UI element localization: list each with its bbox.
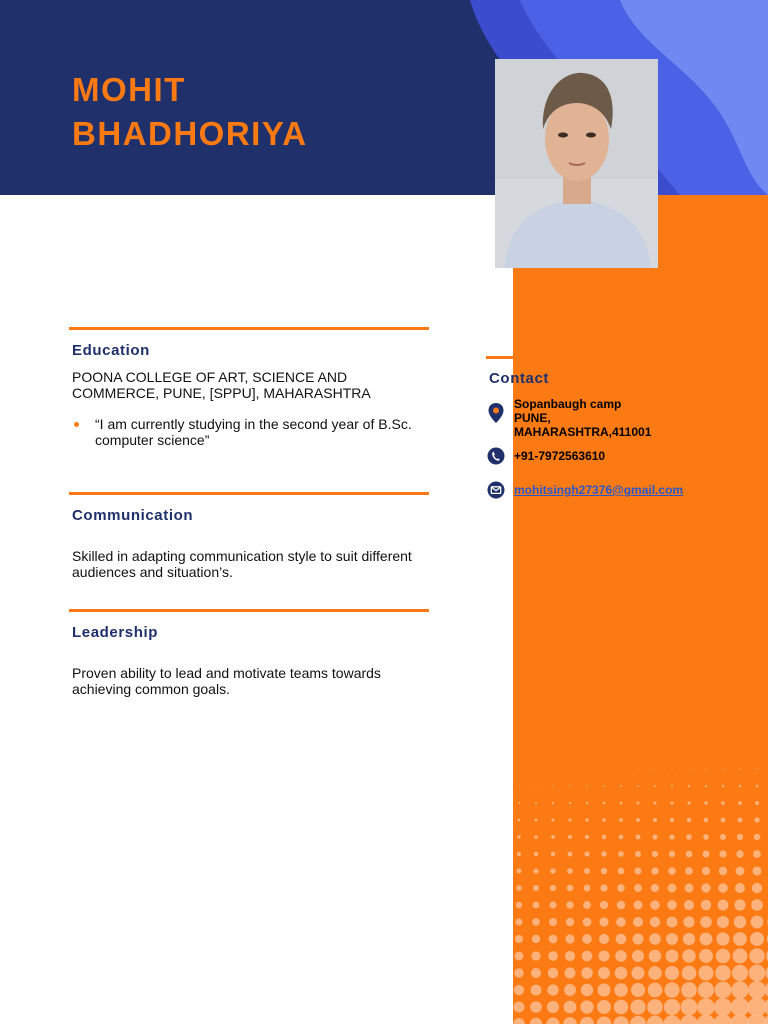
halftone-dot (547, 1001, 559, 1013)
halftone-dot (580, 1017, 594, 1024)
halftone-dot (534, 852, 538, 856)
halftone-dot (737, 834, 743, 840)
halftone-dot (632, 933, 643, 944)
halftone-dot (614, 983, 628, 997)
halftone-dot (749, 965, 766, 982)
leadership-divider (69, 609, 429, 612)
halftone-dot (532, 935, 540, 943)
halftone-dot (615, 967, 628, 980)
leadership-title: Leadership (72, 624, 159, 641)
halftone-dot (563, 1017, 577, 1024)
halftone-dot (755, 801, 759, 805)
halftone-dot (568, 818, 571, 821)
candidate-name (72, 68, 308, 156)
halftone-dot (531, 985, 542, 996)
halftone-dot (671, 785, 673, 787)
halftone-dot (747, 997, 766, 1016)
halftone-dot (584, 868, 590, 874)
halftone-dot (565, 951, 575, 961)
halftone-dot (733, 949, 748, 964)
email-icon (487, 481, 505, 499)
halftone-dot (703, 851, 710, 858)
halftone-dot (650, 917, 660, 927)
halftone-dot (597, 1000, 611, 1014)
halftone-dot (667, 900, 677, 910)
education-bullet-item (72, 416, 427, 448)
halftone-dot (535, 802, 537, 804)
halftone-dot (583, 901, 591, 909)
halftone-dot (532, 918, 540, 926)
halftone-dot (731, 998, 750, 1017)
halftone-dot (735, 883, 745, 893)
halftone-dot (682, 966, 697, 981)
halftone-dot (686, 851, 693, 858)
halftone-dot (534, 835, 538, 839)
halftone-dot (548, 968, 559, 979)
halftone-dot (613, 1016, 629, 1024)
address-line-2: PUNE, (514, 411, 551, 425)
halftone-dot (568, 835, 572, 839)
halftone-dot (736, 850, 743, 857)
halftone-dot (739, 785, 742, 788)
halftone-dot (716, 932, 729, 945)
halftone-dot (704, 818, 709, 823)
leadership-line-2: achieving common goals. (72, 681, 230, 697)
halftone-dot (632, 950, 644, 962)
halftone-dot (518, 819, 521, 822)
halftone-dot (516, 902, 522, 908)
halftone-dot (764, 997, 768, 1017)
location-pin-icon (487, 402, 505, 424)
halftone-dot (535, 819, 538, 822)
halftone-dot (598, 984, 611, 997)
halftone-dot (637, 802, 640, 805)
halftone-dot (582, 951, 593, 962)
halftone-dot (698, 982, 714, 998)
halftone-dot (599, 934, 609, 944)
halftone-dot (684, 900, 694, 910)
halftone-dot (580, 1000, 593, 1013)
halftone-dot (754, 817, 759, 822)
halftone-dot (666, 933, 678, 945)
halftone-dot (564, 967, 575, 978)
halftone-dot (666, 950, 679, 963)
halftone-dot (581, 967, 593, 979)
halftone-dot (698, 965, 713, 980)
halftone-dot (669, 834, 674, 839)
halftone-dot (598, 967, 610, 979)
halftone-dot (631, 966, 644, 979)
halftone-dot (548, 951, 558, 961)
halftone-dot (517, 852, 521, 856)
halftone-dot (513, 1018, 525, 1024)
halftone-dot (550, 868, 556, 874)
education-title: Education (72, 342, 150, 359)
halftone-dot (533, 868, 538, 873)
halftone-dot (663, 1015, 680, 1024)
halftone-dot (652, 834, 657, 839)
halftone-dot (664, 999, 680, 1015)
halftone-dot (620, 802, 623, 805)
halftone-dot (731, 981, 748, 998)
communication-section (69, 492, 429, 580)
halftone-dot (753, 850, 761, 858)
halftone-dot (582, 934, 592, 944)
halftone-dot (714, 998, 732, 1016)
halftone-dot (515, 935, 523, 943)
halftone-dot (651, 867, 658, 874)
halftone-dot (618, 868, 625, 875)
halftone-dot (531, 968, 541, 978)
halftone-dot (734, 916, 746, 928)
halftone-dot (649, 950, 662, 963)
communication-description (72, 548, 427, 580)
halftone-dot (597, 1017, 612, 1024)
halftone-dot (546, 1017, 559, 1024)
halftone-dot (614, 1000, 629, 1015)
halftone-dot (636, 818, 640, 822)
halftone-dot (750, 932, 764, 946)
halftone-dot (752, 866, 761, 875)
halftone-dot (602, 835, 606, 839)
halftone-dot (701, 883, 710, 892)
halftone-dot (586, 785, 588, 787)
halftone-dot (720, 834, 726, 840)
halftone-dot (569, 802, 571, 804)
halftone-dot (535, 785, 536, 786)
halftone-dot (635, 868, 642, 875)
halftone-dot (688, 768, 689, 769)
halftone-dot (616, 934, 627, 945)
halftone-dot (551, 852, 556, 857)
halftone-dot (517, 835, 520, 838)
leadership-section (69, 609, 429, 697)
halftone-dot (533, 885, 539, 891)
halftone-dot (515, 918, 522, 925)
halftone-dot (567, 868, 573, 874)
address-line-3: MAHARASHTRA,411001 (514, 425, 652, 439)
halftone-dot (717, 916, 729, 928)
halftone-dot (630, 999, 645, 1014)
halftone-dot (685, 884, 694, 893)
halftone-dot (585, 818, 588, 821)
halftone-dot (752, 883, 762, 893)
halftone-dot (601, 851, 606, 856)
halftone-dot (549, 918, 557, 926)
halftone-dot (514, 968, 523, 977)
halftone-dot (568, 852, 573, 857)
halftone-dot (618, 851, 624, 857)
halftone-dot (756, 768, 757, 769)
contact-title: Contact (489, 370, 550, 387)
halftone-dot (531, 951, 540, 960)
halftone-dot (736, 867, 745, 876)
halftone-dot (702, 867, 710, 875)
halftone-dot (680, 1015, 698, 1024)
halftone-dot (713, 1014, 732, 1024)
contact-email-link[interactable]: mohitsingh27376@gmail.com (514, 483, 684, 497)
halftone-dot (722, 768, 723, 769)
halftone-dot (749, 948, 764, 963)
halftone-dot (617, 901, 626, 910)
halftone-dot (634, 901, 643, 910)
profile-photo (495, 59, 658, 268)
halftone-dot (565, 934, 574, 943)
halftone-dot (648, 966, 662, 980)
halftone-dot (518, 785, 519, 786)
halftone-dot (533, 902, 540, 909)
halftone-dot (681, 982, 697, 998)
halftone-dot (683, 916, 694, 927)
halftone-dot (601, 868, 607, 874)
halftone-dot (617, 884, 625, 892)
halftone-dot (602, 818, 606, 822)
halftone-dot (564, 1001, 577, 1014)
leadership-line-1: Proven ability to lead and motivate teams towards (72, 665, 381, 681)
halftone-dot (748, 981, 766, 999)
halftone-dot (654, 785, 656, 787)
halftone-dot (566, 918, 574, 926)
halftone-dot (547, 984, 558, 995)
halftone-dot (751, 899, 763, 911)
halftone-dot (584, 885, 591, 892)
halftone-dot (583, 918, 592, 927)
halftone-dot (598, 950, 609, 961)
institution-line-2: COMMERCE, PUNE, [SPPU], MAHARASHTRA (72, 385, 371, 401)
halftone-dot (734, 899, 745, 910)
halftone-dot (647, 999, 663, 1015)
halftone-dot (665, 966, 679, 980)
education-section (69, 327, 429, 448)
halftone-dot (687, 801, 690, 804)
leadership-description (72, 665, 427, 697)
halftone-dot (530, 1001, 542, 1013)
halftone-dot (739, 768, 740, 769)
halftone-dot (718, 883, 728, 893)
halftone-dot (567, 885, 574, 892)
phone-icon (487, 447, 505, 465)
halftone-dot (584, 851, 589, 856)
halftone-dot (585, 835, 589, 839)
halftone-dot (733, 932, 747, 946)
halftone-dots-decoration (513, 195, 768, 1024)
halftone-dot (653, 801, 656, 804)
halftone-dot (705, 768, 706, 769)
halftone-dot (603, 802, 606, 805)
halftone-dot (697, 998, 714, 1015)
halftone-dot (722, 785, 724, 787)
halftone-dot (564, 984, 576, 996)
halftone-dot (668, 884, 677, 893)
communication-line-1: Skilled in adapting communication style to suit different (72, 548, 412, 564)
halftone-dot (552, 819, 555, 822)
halftone-dot (600, 884, 607, 891)
halftone-dot (699, 949, 713, 963)
education-divider (69, 327, 429, 330)
halftone-dot (756, 785, 759, 788)
halftone-dot (600, 901, 608, 909)
halftone-dot (651, 884, 659, 892)
halftone-dot (687, 818, 691, 822)
halftone-dot (615, 950, 627, 962)
halftone-dot (518, 802, 520, 804)
halftone-dot (635, 851, 641, 857)
halftone-dot (647, 1016, 664, 1024)
halftone-dot (700, 933, 713, 946)
halftone-dot (703, 834, 709, 840)
halftone-dot (681, 999, 698, 1016)
halftone-dot (719, 867, 727, 875)
name-line-2: BHADHORIYA (72, 115, 308, 152)
halftone-dot (704, 801, 707, 804)
halftone-dot (738, 801, 742, 805)
bullet-dot-icon (74, 422, 79, 427)
halftone-dot (636, 835, 641, 840)
communication-title: Communication (72, 507, 194, 524)
halftone-dot (701, 900, 711, 910)
address-line-1: Sopanbaugh camp (514, 397, 622, 411)
halftone-dot (619, 835, 624, 840)
halftone-dot (715, 965, 731, 981)
contact-sidebar (513, 195, 768, 1024)
halftone-dot (550, 885, 556, 891)
halftone-dot (686, 834, 692, 840)
communication-line-2: audiences and situation’s. (72, 564, 233, 580)
halftone-dot (569, 785, 570, 786)
halftone-dot (751, 916, 764, 929)
halftone-dot (650, 900, 659, 909)
halftone-dot (685, 867, 693, 875)
halftone-dot (670, 818, 674, 822)
halftone-dot (668, 867, 676, 875)
halftone-dot (738, 818, 743, 823)
halftone-dot (616, 917, 626, 927)
halftone-dot (516, 885, 522, 891)
halftone-dot (631, 983, 645, 997)
halftone-dot (669, 851, 675, 857)
contact-divider (486, 356, 513, 359)
halftone-dot (603, 785, 605, 787)
halftone-dot (718, 900, 729, 911)
halftone-dot (514, 985, 524, 995)
contact-address (514, 397, 651, 439)
halftone-dot (664, 982, 679, 997)
halftone-dot (667, 917, 678, 928)
halftone-dot (633, 917, 643, 927)
halftone-dot (515, 952, 524, 961)
halftone-dot (721, 801, 725, 805)
bullet-line-2: computer science” (95, 432, 210, 448)
halftone-dot (620, 785, 622, 787)
halftone-dot (551, 835, 555, 839)
halftone-dot (648, 983, 663, 998)
halftone-dot (688, 785, 690, 787)
halftone-dot (719, 850, 726, 857)
halftone-dot (549, 901, 556, 908)
halftone-dot (619, 818, 623, 822)
education-institution (72, 369, 427, 401)
institution-line-1: POONA COLLEGE OF ART, SCIENCE AND (72, 369, 348, 385)
halftone-dot (732, 965, 748, 981)
bullet-line-1: “I am currently studying in the second year of B.Sc. (95, 416, 412, 432)
contact-phone[interactable]: +91-7972563610 (514, 449, 606, 463)
halftone-dot (754, 834, 760, 840)
halftone-dot (652, 851, 658, 857)
halftone-dot (549, 935, 558, 944)
halftone-dot (700, 916, 712, 928)
person-portrait-icon (495, 59, 658, 268)
halftone-dot (705, 785, 707, 787)
halftone-dot (721, 818, 726, 823)
halftone-dot (552, 785, 553, 786)
halftone-dot (514, 1002, 525, 1013)
halftone-dot (599, 917, 608, 926)
halftone-dot (581, 984, 593, 996)
halftone-dot (566, 901, 574, 909)
halftone-dot (682, 949, 695, 962)
communication-divider (69, 492, 429, 495)
halftone-dot (655, 769, 656, 770)
halftone-dot (649, 933, 660, 944)
name-line-1: MOHIT (72, 71, 186, 108)
halftone-dot (552, 802, 554, 804)
halftone-dot (638, 769, 639, 770)
halftone-dot (670, 801, 673, 804)
halftone-dot (634, 884, 642, 892)
halftone-dot (653, 818, 657, 822)
halftone-dot (716, 949, 730, 963)
halftone-dot (683, 933, 695, 945)
halftone-dot (530, 1018, 542, 1024)
halftone-dot (586, 802, 588, 804)
halftone-dot (697, 1015, 716, 1024)
halftone-dot (637, 785, 639, 787)
halftone-dot (715, 982, 732, 999)
halftone-dot (517, 869, 522, 874)
halftone-dot (672, 769, 673, 770)
halftone-dot (630, 1016, 646, 1024)
